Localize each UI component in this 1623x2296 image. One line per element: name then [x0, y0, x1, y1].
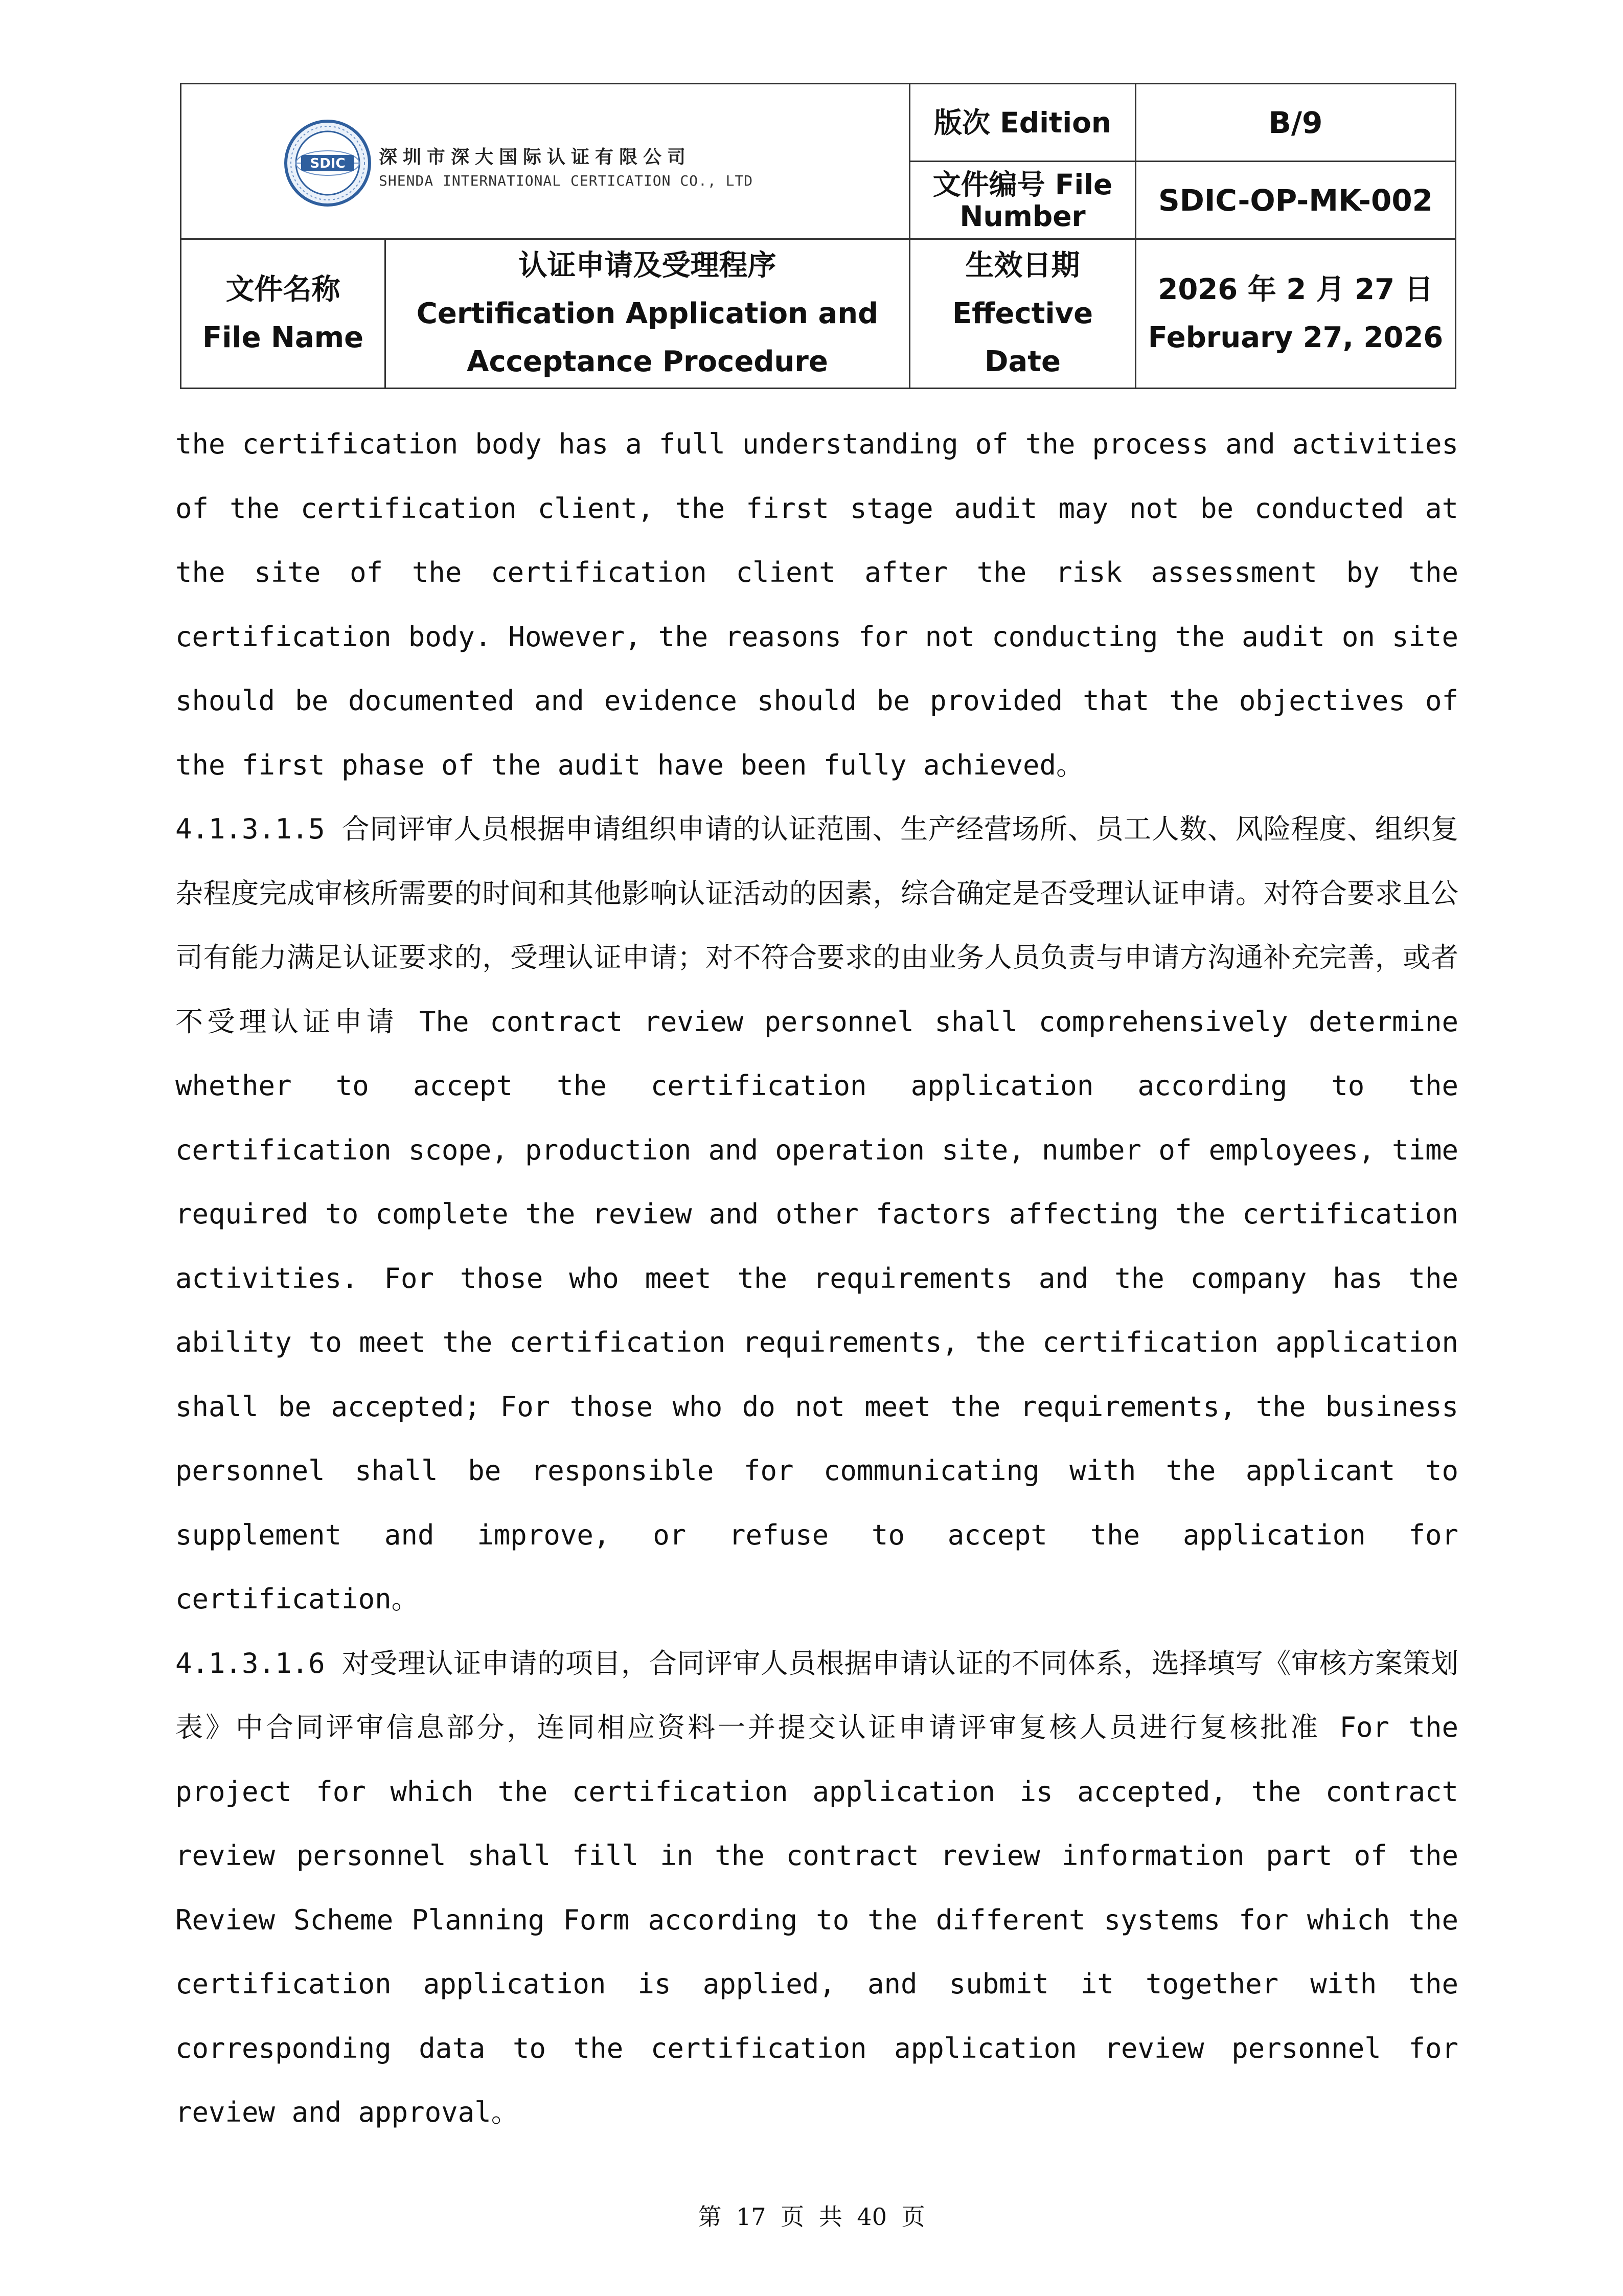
file-number-label-cn: 文件编号 File: [932, 168, 1113, 201]
effective-date-cn: 2026 年 2 月 27 日: [1158, 272, 1433, 306]
effective-date-label: [910, 239, 1136, 389]
file-name-value: [385, 239, 910, 389]
effective-date-en: February 27, 2026: [1148, 321, 1444, 354]
file-name-en-line1: Certification Application and: [416, 297, 879, 330]
file-name-cn: 认证申请及受理程序: [518, 248, 776, 282]
effective-label-en-line2: Date: [984, 345, 1061, 378]
edition-value: B/9: [1136, 84, 1456, 162]
body-paragraph-4-1-3-1-6: 4.1.3.1.6 对受理认证申请的项目，合同评审人员根据申请认证的不同体系，选择填写《审核方案策划表》中合同评审信息部分，连同相应资料一并提交认证申请评审复核人员进行复核批准 For the project for which the certification application is accepted, the contract review personnel shall fill in the contract review information part of the Review Scheme Planning Form according to the different systems for which the certification application is applied, and submit it together with the corresponding data to the certification application review personnel for review and approval。: [175, 1647, 1458, 2128]
company-logo-cell: [181, 84, 910, 239]
document-header-table: [180, 83, 1456, 389]
effective-label-cn: 生效日期: [965, 248, 1080, 282]
body-paragraph-4-1-3-1-5: 4.1.3.1.5 合同评审人员根据申请组织申请的认证范围、生产经营场所、员工人数、风险程度、组织复杂程度完成审核所需要的时间和其他影响认证活动的因素，综合确定是否受理认证申请。对符合要求且公司有能力满足认证要求的，受理认证申请；对不符合要求的由业务人员负责与申请方沟通补充完善，或者不受理认证申请 The contract review personnel shall comprehensively determine whether to accept the certification application according to the certification scope, production and operation site, number of employees, time required to complete the review and other factors affecting the certification activities. For those who meet the requirements and the company has the ability to meet the certification requirements, the certification application shall be accepted; For those who do not meet the requirements, the business personnel shall be responsible for communicating with the applicant to supplement and improve, or refuse to accept the application for certification。: [175, 813, 1458, 1615]
document-body: [175, 412, 1458, 2145]
company-logo: [284, 119, 753, 206]
sdic-logo-icon: [284, 119, 372, 207]
file-number-label-en: Number: [959, 199, 1086, 233]
effective-label-en-line1: Effective: [952, 297, 1093, 330]
file-number-value: SDIC-OP-MK-002: [1136, 162, 1456, 239]
edition-label: 版次 Edition: [910, 84, 1136, 162]
file-number-label: [910, 162, 1136, 239]
body-paragraph-continuation: the certification body has a full understanding of the process and activities of the certification client, the first stage audit may not be conducted at the site of the certification client after the risk assessment by the certification body. However, the reasons for not conducting the audit on site should be documented and evidence should be provided that the objectives of the first phase of the audit have been fully achieved。: [175, 428, 1458, 781]
file-name-label-cn: 文件名称: [225, 272, 340, 306]
file-name-en-line2: Acceptance Procedure: [467, 345, 828, 378]
page-number: 第 17 页 共 40 页: [698, 2203, 925, 2231]
file-name-label: [181, 239, 385, 389]
effective-date-value: [1136, 239, 1456, 389]
logo-text: SDIC: [310, 156, 346, 171]
file-name-label-en: File Name: [202, 321, 364, 354]
company-name-cn: 深圳市深大国际认证有限公司: [379, 146, 692, 168]
company-name-en: SHENDA INTERNATIONAL CERTICATION CO., LTD: [379, 172, 753, 189]
